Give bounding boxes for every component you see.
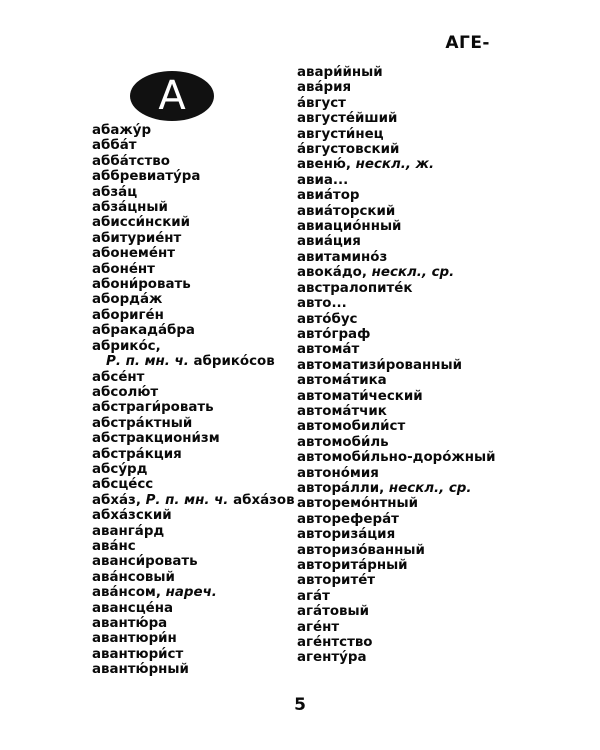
entry-word: автомоби́ль bbox=[297, 434, 389, 450]
dictionary-entry bbox=[92, 554, 295, 569]
dictionary-entry bbox=[297, 188, 496, 203]
dictionary-entry bbox=[92, 354, 295, 369]
entry-word: авторита́рный bbox=[297, 558, 408, 573]
entry-word: авока́до, bbox=[297, 265, 367, 281]
entry-word: абрико́с, bbox=[92, 338, 161, 354]
entry-word: ава́рия bbox=[297, 80, 352, 96]
entry-word: автома́т bbox=[297, 342, 360, 358]
entry-form: абха́зов bbox=[233, 492, 295, 508]
entry-word: абсу́рд bbox=[92, 461, 148, 477]
entry-word: абза́цный bbox=[92, 200, 168, 216]
dictionary-entry bbox=[297, 543, 496, 558]
grammar-note: Р. п. мн. ч. bbox=[145, 492, 229, 508]
entry-word: а́вгустовский bbox=[297, 142, 400, 158]
entry-word: аббревиату́ра bbox=[92, 169, 201, 185]
entry-word: абба́тство bbox=[92, 153, 170, 169]
left-word-column bbox=[92, 123, 295, 678]
dictionary-entry bbox=[92, 370, 295, 385]
entry-word: ава́нсовый bbox=[92, 569, 175, 585]
entry-word: авто́бус bbox=[297, 311, 358, 327]
entry-word: авторите́т bbox=[297, 573, 376, 589]
entry-word: аборда́ж bbox=[92, 292, 163, 308]
dictionary-entry bbox=[92, 185, 295, 200]
dictionary-entry bbox=[297, 312, 496, 327]
entry-word: абажу́р bbox=[92, 123, 152, 138]
dictionary-entry bbox=[297, 111, 496, 126]
entry-word: авторемо́нтный bbox=[297, 496, 419, 512]
dictionary-entry bbox=[92, 631, 295, 646]
dictionary-entry bbox=[92, 385, 295, 400]
dictionary-entry bbox=[92, 323, 295, 338]
section-letter-badge: А bbox=[130, 71, 214, 121]
dictionary-entry bbox=[297, 589, 496, 604]
dictionary-entry bbox=[92, 662, 295, 677]
dictionary-entry bbox=[297, 635, 496, 650]
entry-word: автоматизи́рованный bbox=[297, 357, 463, 373]
entry-word: абисси́нский bbox=[92, 215, 191, 231]
grammar-note: нескл., ж. bbox=[355, 157, 435, 173]
dictionary-entry bbox=[92, 246, 295, 261]
entry-word: ага́товый bbox=[297, 604, 369, 620]
entry-word: ава́нс bbox=[92, 538, 136, 554]
entry-word: автома́тика bbox=[297, 373, 387, 389]
grammar-note: нареч. bbox=[165, 585, 217, 601]
entry-word: агенту́ра bbox=[297, 650, 367, 666]
dictionary-entry bbox=[92, 570, 295, 585]
dictionary-entry bbox=[297, 373, 496, 388]
dictionary-entry bbox=[297, 342, 496, 357]
dictionary-entry bbox=[92, 200, 295, 215]
dictionary-entry bbox=[92, 493, 295, 508]
dictionary-entry bbox=[92, 169, 295, 184]
entry-word: абоне́нт bbox=[92, 261, 155, 277]
dictionary-entry bbox=[297, 527, 496, 542]
dictionary-entry bbox=[297, 620, 496, 635]
grammar-note: нескл., ср. bbox=[371, 265, 455, 281]
entry-word: авиа́ция bbox=[297, 234, 361, 250]
dictionary-entry bbox=[297, 435, 496, 450]
entry-word: авантюри́ст bbox=[92, 646, 184, 662]
dictionary-entry bbox=[297, 127, 496, 142]
dictionary-entry bbox=[297, 466, 496, 481]
entry-word: абба́т bbox=[92, 138, 137, 154]
dictionary-entry bbox=[92, 215, 295, 230]
dictionary-entry bbox=[297, 558, 496, 573]
entry-word: абитурие́нт bbox=[92, 230, 182, 246]
entry-word: авто́граф bbox=[297, 326, 371, 342]
entry-word: авантюри́н bbox=[92, 631, 177, 647]
dictionary-entry bbox=[297, 327, 496, 342]
entry-word: автомобили́ст bbox=[297, 419, 406, 435]
dictionary-entry bbox=[297, 481, 496, 496]
grammar-note: Р. п. мн. ч. bbox=[106, 354, 189, 370]
entry-word: абрико́сов bbox=[193, 354, 275, 370]
dictionary-entry bbox=[297, 450, 496, 465]
dictionary-entry bbox=[297, 281, 496, 296]
dictionary-entry bbox=[92, 616, 295, 631]
dictionary-entry bbox=[297, 496, 496, 511]
entry-word: абха́зский bbox=[92, 508, 172, 524]
dictionary-entry bbox=[297, 265, 496, 280]
entry-word: авиа... bbox=[297, 172, 349, 188]
dictionary-entry bbox=[297, 219, 496, 234]
dictionary-entry bbox=[92, 400, 295, 415]
dictionary-entry bbox=[92, 339, 295, 354]
dictionary-entry bbox=[297, 142, 496, 157]
dictionary-entry bbox=[92, 292, 295, 307]
dictionary-entry bbox=[92, 416, 295, 431]
entry-word: авторефера́т bbox=[297, 511, 399, 527]
dictionary-entry bbox=[297, 573, 496, 588]
dictionary-entry bbox=[297, 96, 496, 111]
entry-word: авансце́на bbox=[92, 600, 174, 616]
entry-word: а́вгуст bbox=[297, 95, 346, 111]
entry-word: автомати́ческий bbox=[297, 388, 423, 404]
entry-word: ава́нсом, bbox=[92, 585, 161, 601]
entry-word: автомоби́льно-доро́жный bbox=[297, 450, 496, 466]
entry-word: автора́лли, bbox=[297, 480, 385, 496]
dictionary-entry bbox=[92, 231, 295, 246]
entry-word: абони́ровать bbox=[92, 277, 191, 293]
grammar-note: нескл., ср. bbox=[388, 480, 472, 496]
entry-word: ага́т bbox=[297, 588, 330, 604]
entry-word: абсолю́т bbox=[92, 384, 159, 400]
page-number: 5 bbox=[294, 695, 306, 715]
dictionary-entry bbox=[297, 80, 496, 95]
entry-word: абсе́нт bbox=[92, 369, 145, 385]
entry-word: абориге́н bbox=[92, 307, 164, 323]
dictionary-entry bbox=[297, 358, 496, 373]
entry-word: автоно́мия bbox=[297, 465, 379, 481]
entry-word: аге́нт bbox=[297, 619, 340, 635]
entry-word: августе́йший bbox=[297, 111, 398, 127]
dictionary-entry bbox=[92, 647, 295, 662]
dictionary-entry bbox=[92, 154, 295, 169]
entry-word: авиацио́нный bbox=[297, 219, 402, 235]
dictionary-entry bbox=[92, 524, 295, 539]
dictionary-entry bbox=[297, 157, 496, 172]
dictionary-entry bbox=[92, 447, 295, 462]
dictionary-entry bbox=[297, 250, 496, 265]
entry-word: абстраги́ровать bbox=[92, 400, 214, 416]
entry-word: абонеме́нт bbox=[92, 246, 175, 262]
entry-word: авари́йный bbox=[297, 65, 383, 80]
dictionary-entry bbox=[92, 277, 295, 292]
entry-word: абстра́кция bbox=[92, 446, 182, 462]
dictionary-entry bbox=[297, 296, 496, 311]
entry-word: австралопите́к bbox=[297, 280, 413, 296]
dictionary-entry bbox=[297, 234, 496, 249]
dictionary-entry bbox=[92, 601, 295, 616]
dictionary-entry bbox=[297, 650, 496, 665]
dictionary-entry bbox=[92, 539, 295, 554]
entry-word: авитамино́з bbox=[297, 249, 388, 265]
entry-word: авантю́рный bbox=[92, 662, 189, 678]
dictionary-entry bbox=[92, 462, 295, 477]
entry-word: абстра́ктный bbox=[92, 415, 193, 431]
entry-word: авиа́тор bbox=[297, 188, 360, 204]
entry-word: автома́тчик bbox=[297, 403, 387, 419]
dictionary-entry bbox=[92, 308, 295, 323]
dictionary-entry bbox=[297, 404, 496, 419]
right-word-column bbox=[297, 65, 496, 666]
dictionary-entry bbox=[92, 585, 295, 600]
dictionary-entry bbox=[297, 604, 496, 619]
entry-word: абракада́бра bbox=[92, 323, 195, 339]
dictionary-entry bbox=[297, 389, 496, 404]
entry-word: авторизо́ванный bbox=[297, 542, 425, 558]
entry-word: авиа́торский bbox=[297, 203, 396, 219]
entry-word: абза́ц bbox=[92, 184, 138, 200]
entry-word: абха́з, bbox=[92, 492, 141, 508]
dictionary-entry bbox=[297, 419, 496, 434]
dictionary-entry bbox=[297, 173, 496, 188]
entry-word: августи́нец bbox=[297, 126, 384, 142]
dictionary-entry bbox=[92, 138, 295, 153]
dictionary-entry bbox=[297, 204, 496, 219]
dictionary-entry bbox=[92, 508, 295, 523]
entry-word: абстракциони́зм bbox=[92, 431, 220, 447]
entry-word: авто... bbox=[297, 296, 347, 312]
entry-word: абсце́сс bbox=[92, 477, 154, 493]
dictionary-entry bbox=[92, 431, 295, 446]
entry-word: аванси́ровать bbox=[92, 554, 198, 570]
running-head: АГЕ- bbox=[445, 33, 490, 53]
dictionary-entry bbox=[297, 65, 496, 80]
dictionary-entry bbox=[92, 262, 295, 277]
entry-word: авеню́, bbox=[297, 157, 351, 173]
entry-word: авториза́ция bbox=[297, 527, 396, 543]
entry-word: аге́нтство bbox=[297, 635, 373, 651]
entry-word: аванга́рд bbox=[92, 523, 165, 539]
entry-word: авантю́ра bbox=[92, 616, 168, 631]
dictionary-entry bbox=[92, 123, 295, 138]
dictionary-entry bbox=[92, 477, 295, 492]
dictionary-entry bbox=[297, 512, 496, 527]
